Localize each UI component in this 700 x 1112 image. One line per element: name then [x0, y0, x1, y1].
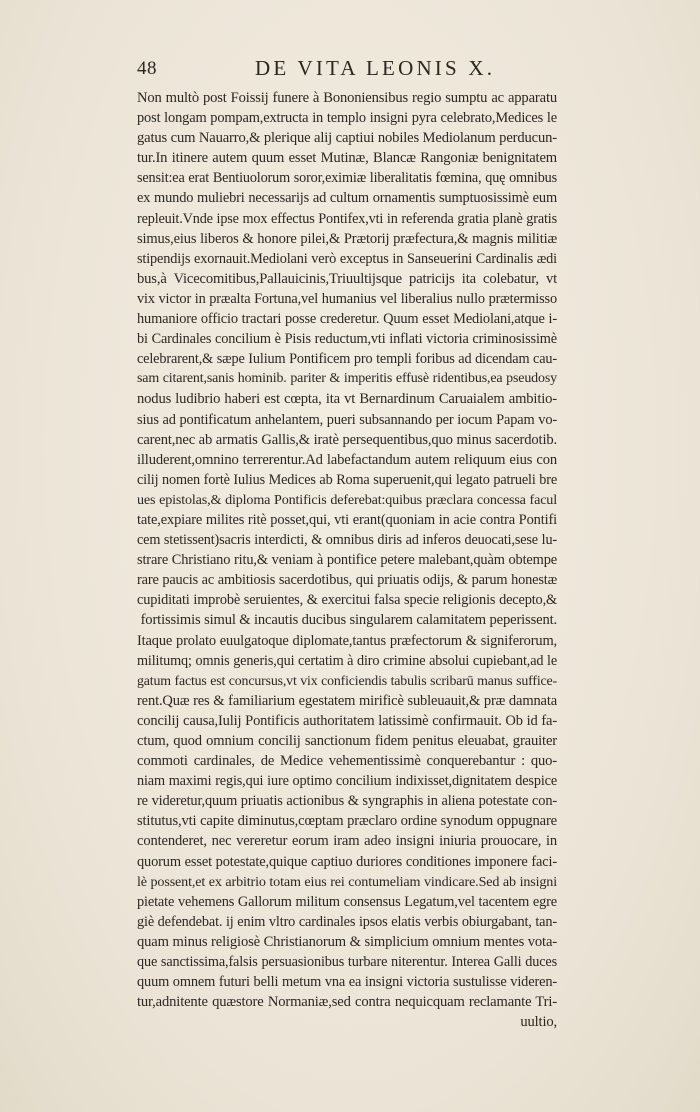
text-line: cem stetissent)sacris interdicti, & omnibus diris ad inferos deuocati,sese lu-	[137, 532, 557, 549]
text-line: vix victor in præalta Fortuna,vel humanius vel liberalius nullo prætermisso	[137, 290, 557, 307]
running-head: DE VITA LEONIS X.	[255, 56, 496, 80]
text-line: gatus cum Nauarro,& plerique alij captiui nobiles Mediolanum perducun-	[137, 130, 557, 147]
text-line: carent,nec ab armatis Gallis,& iratè persequentibus,quo minus sacerdotib.	[137, 431, 557, 448]
text-line: giè defendebat. ij enim vltro cardinales ipsos elatis verbis obiurgabant, tan-	[137, 913, 557, 930]
text-line: tur,adnitente quæstore Normaniæ,sed contra nequicquam reclamante Tri-	[137, 994, 557, 1011]
text-line: niam maximi regis,qui iure optimo concilium indixisset,dignitatem despice	[137, 773, 557, 790]
text-line: rare paucis ac ambitiosis sacerdotibus, qui priuatis odijs, & parum honestæ	[137, 572, 557, 589]
text-line: tur.In itinere autem quum esset Mutinæ, Blancæ Rangoniæ benignitatem	[137, 150, 557, 167]
page-header	[137, 56, 557, 84]
text-line: uultio,	[520, 1014, 557, 1031]
page-number: 48	[137, 58, 157, 79]
text-line: post longam pompam,extructa in templo insigni pyra celebrato,Medices le	[137, 110, 557, 127]
text-line: contenderet, nec vereretur eorum iram adeo insigni iniuria prouocare, in	[137, 833, 557, 850]
text-line: celebrarent,& sæpe Iulium Pontificem pro templi foribus ad dicendam cau-	[137, 351, 557, 368]
text-line: gatum factus est concursus,vt vix conficiendis tabulis scribarū manus suffice-	[137, 672, 557, 688]
text-line: simus,eius liberos & honore pilei,& Prætorij præfectura,& magnis militiæ	[137, 230, 557, 247]
text-line: stipendijs exornauit.Mediolani verò exceptus in Sanseuerini Cardinalis ædi	[137, 250, 557, 267]
text-line: sius ad pontificatum anhelantem, pueri subsannando per iocum Papam vo-	[137, 411, 557, 428]
text-line: sensit:ea erat Bentiuolorum soror,eximiæ liberalitatis fœmina, quę omnibus	[137, 170, 557, 187]
text-line: stitutus,vti capite diminutus,cœptam præclaro ordine synodum oppugnare	[137, 813, 557, 830]
text-line: Itaque prolato euulgatoque diplomate,tantus præfectorum & signiferorum,	[137, 632, 557, 649]
text-line: quorum esset potestate,quique captiuo duriores conditiones imponere faci-	[137, 853, 557, 870]
text-line: sam citarent,sanis hominib. pariter & imperitis effusè ridentibus,ea pseudosy	[137, 371, 557, 387]
text-line: lè possent,et ex arbitrio totam eius rei contumeliam vindicare.Sed ab insigni	[137, 873, 557, 890]
text-line: quam minus religiosè Christianorum & simplicium omnium mentes vota-	[137, 933, 557, 950]
text-line: humaniore officio tractari posse crederetur. Quum esset Mediolani,atque i-	[137, 311, 557, 328]
text-line: cilij nomen fortè Iulius Medices ab Roma superuenit,qui legato patrueli bre	[137, 471, 557, 488]
text-line: bus,à Vicecomitibus,Pallauicinis,Triuultijsque patricijs ita colebatur, vt	[137, 270, 557, 287]
text-line: ues epistolas,& diploma Pontificis deferebat:quibus præclara concessa facul	[137, 491, 557, 508]
text-line: militumq; omnis generis,qui certatim à diro crimine absolui cupiebant,ad le	[137, 652, 557, 669]
text-line: nodus ludibrio haberi est cœpta, ita vt Bernardinum Caruaialem ambitio-	[137, 391, 557, 408]
text-line: quum omnem futuri belli metum vna ea insigni victoria sustulisse videren-	[137, 974, 557, 991]
text-line: cupiditati improbè seruientes, & exercitui falsa specie religionis decepto,&	[137, 592, 557, 609]
text-line: repleuit.Vnde ipse mox effectus Pontifex,vti in referenda gratia planè gratis	[137, 210, 557, 227]
text-line: bi Cardinales concilium è Pisis reductum,vti inflati victoria criminosissimè	[137, 331, 557, 348]
text-line: commoti cardinales, de Medice vehementissimè conquerebantur : quo-	[137, 753, 557, 770]
text-line: Non multò post Foissij funere à Bononiensibus regio sumptu ac apparatu	[137, 90, 557, 106]
text-line: pietate vehemens Gallorum militum consensus Legatum,vel tacentem egre	[137, 893, 557, 910]
text-line: ex mundo muliebri necessarijs ad cultum ornamentis sumptuosissimè eum	[137, 190, 557, 207]
text-line: illuderent,omnino terrerentur.Ad labefactandum autem reliquum eius con	[137, 451, 557, 468]
text-line: re videretur,quum priuatis actionibus & syngraphis in aliena potestate con-	[137, 793, 557, 810]
text-line: strare Christiano ritu,& veniam à pontifice petere malebant,quàm obtempe	[137, 552, 557, 569]
text-line: fortissimis simul & incautis ducibus singularem calamitatem peperissent.	[140, 612, 557, 629]
text-line: ctum, quod omnium concilij sanctionum fidem penitus eleuabat, grauiter	[137, 733, 557, 749]
text-line: que sanctissima,falsis persuasionibus turbare niterentur. Interea Galli duces	[137, 954, 557, 971]
text-line: concilij causa,Iulij Pontificis authoritatem latissimè confirmauit. Ob id fa-	[137, 712, 557, 729]
text-line: rent.Quæ res & familiarium egestatem mirificè subleuauit,& præ damnata	[137, 692, 557, 709]
body-text	[137, 88, 557, 1032]
text-line: tate,expiare milites ritè posset,qui, vti erant(quoniam in acie contra Pontifi	[137, 511, 557, 528]
